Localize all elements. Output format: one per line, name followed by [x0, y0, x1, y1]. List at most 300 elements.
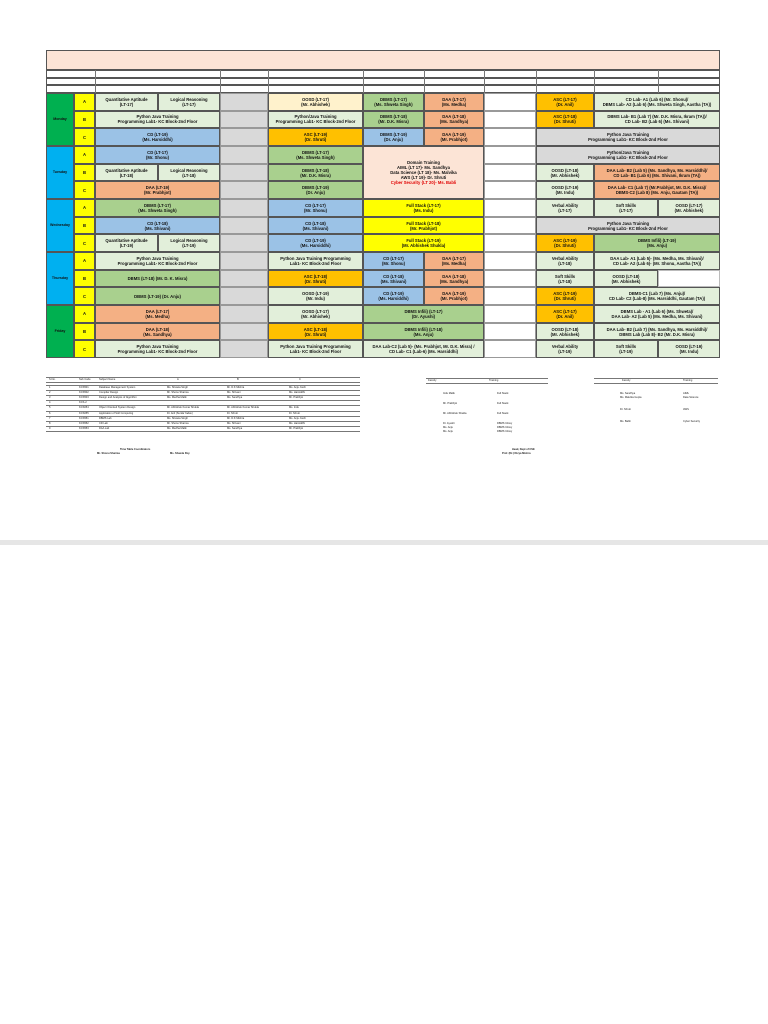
class-slot-line: Programming Lab1- KC Block-2nd Floor [588, 154, 668, 160]
class-slot [594, 287, 720, 305]
class-slot-line: (Mr. D.K. Misra) [378, 119, 409, 125]
section-label: C [74, 181, 95, 199]
class-slot [594, 181, 720, 199]
class-slot [536, 217, 720, 235]
subject-table-header: Subject Name [99, 378, 116, 381]
lunch-gap [220, 164, 268, 182]
class-slot-line: (Mr. Prabhjot) [144, 190, 171, 196]
class-slot-line: (LT-19) [619, 349, 633, 355]
class-slot [594, 93, 720, 111]
class-slot-line: CD (LT-19) [147, 132, 168, 138]
training-table-cell: Mr. Abhishek Shukla [443, 412, 467, 415]
section-label: A [74, 252, 95, 270]
class-slot-line: DBMS-C2 (Lab 8) (Ms. Anju, Gautam (TA)) [615, 190, 699, 196]
class-slot [536, 340, 594, 358]
class-slot-line: Logical Reasoning [170, 167, 208, 173]
class-slot-line: (Ms. Sandhya) [143, 331, 172, 337]
class-slot [594, 270, 658, 288]
class-slot-line: ASC (LT-19) [553, 291, 577, 297]
break-gap [484, 252, 536, 270]
class-slot [95, 252, 220, 270]
lunch-gap [220, 199, 268, 217]
subject-table-cell: Application of Soft Computing [99, 411, 134, 415]
domain-table-cell: Ms. Babli [620, 420, 631, 423]
class-slot-line: DBMS Lab - A1 (Lab 6) (Ms. Shweta)/ [620, 308, 694, 314]
domain-table-cell: Ms. Malvika Gupta [620, 396, 642, 399]
class-slot-line: DBMS (LT-17) [380, 96, 407, 102]
class-slot-line: Verbal Ability [551, 255, 579, 261]
class-slot [268, 181, 363, 199]
header-divider [658, 85, 659, 93]
domain-table-cell: Cyber Security [683, 420, 701, 423]
domain-table-cell: Dr. Shruti [620, 408, 631, 411]
class-slot [594, 305, 720, 323]
class-slot-line: Programming Lab1- KC Block-2nd Floor [117, 119, 198, 125]
section-label: A [74, 93, 95, 111]
header-divider [220, 78, 221, 85]
class-slot [658, 199, 720, 217]
break-gap [484, 181, 536, 199]
subject-table-cell: KCS054 [79, 406, 89, 410]
class-slot-line: Verbal Ability [551, 344, 579, 350]
header-divider [484, 70, 485, 78]
hod-name: Prof. (Dr.) Divya Mishra [502, 452, 531, 455]
training-table-cell: Ms. Anju [443, 426, 453, 429]
subject-table-cell: Mr. D.K Mishra [227, 386, 245, 389]
subject-table-cell: 8 [49, 421, 51, 425]
header-divider [536, 85, 537, 93]
subject-table-cell: Ms. Medha Malik [167, 426, 187, 430]
subject-table-cell: Design and Analysis of Algorithm [99, 396, 137, 400]
coordinators-title: Time Table Coordinators [120, 448, 151, 451]
class-slot-line: OOSD (LT-18) [551, 326, 579, 332]
class-slot-line: DBMS Infili) (LT-19) [637, 238, 677, 244]
header-divider [484, 85, 485, 93]
class-slot-line: Domain Training [407, 160, 440, 165]
subject-table-cell: Mr. Abhishek Kumar Shukla [167, 406, 199, 410]
header-divider [594, 78, 595, 85]
subject-table-cell: 4 [49, 401, 51, 405]
class-slot-line: Python Java Training [606, 132, 650, 138]
class-slot [536, 146, 720, 164]
class-slot-line: OOSD (LT-17) [675, 202, 703, 208]
subject-table-cell: 1 [49, 386, 51, 389]
lunch-gap [220, 270, 268, 288]
class-slot-line: (Ms. Shweta Singh) [374, 101, 413, 107]
class-slot [268, 111, 363, 129]
class-slot [95, 217, 220, 235]
class-slot [95, 234, 158, 252]
lunch-gap [220, 234, 268, 252]
class-slot [536, 305, 594, 323]
class-slot-line: (Mr. Indu) [555, 190, 575, 196]
subject-table-cell: Ms. Anju Joshi [289, 386, 306, 389]
class-slot [363, 270, 424, 288]
class-slot-line: DAA (LT-19) [442, 132, 466, 138]
section-label: C [74, 234, 95, 252]
class-slot-line: (LT-19) [182, 243, 196, 249]
class-slot-line: Full Stack (LT-17) [406, 202, 441, 208]
subject-table-cell: Mr. Prabhjot [289, 396, 303, 400]
class-slot-line: (Mr. Abhishek) [550, 331, 580, 337]
class-slot-line: (Ms. Anju) [646, 243, 668, 249]
class-slot-line: (LT-17) [619, 207, 633, 213]
class-slot-line: Quantitative Aptitude [105, 238, 148, 244]
class-slot-line: (Mr. Shonu) [303, 207, 328, 213]
subject-table-rule [46, 431, 360, 432]
break-gap [484, 128, 536, 146]
header-divider [484, 78, 485, 85]
class-slot-line: ASC (LT-17) [553, 96, 577, 102]
class-slot-line: DAA Lab- B2 (Lab 7) (Ms. Sandhya, Ms. Harsiddhi)/ [606, 326, 708, 332]
class-slot [95, 305, 220, 323]
subject-table-rule [46, 395, 360, 396]
class-slot [268, 340, 363, 358]
class-slot [363, 93, 424, 111]
break-gap [484, 146, 536, 164]
training-table-rule [426, 378, 548, 379]
subject-table-cell: Ms. Shweta Singh [167, 416, 188, 420]
training-table-cell: Full Stack [497, 402, 509, 405]
break-gap [484, 111, 536, 129]
class-slot-line: (Ms. Sandhya) [439, 278, 469, 284]
class-slot-line: CD (LT-19) [305, 238, 326, 244]
subject-table-cell: KCS553 [79, 426, 89, 430]
class-slot-line: CD (LT-17) [305, 202, 326, 208]
class-slot-line: Logical Reasoning [170, 238, 208, 244]
subject-table-rule [46, 377, 360, 378]
class-slot-line: DBMS Lab- A2 (Lab 6) (Ms. Shweta Singh, Aastha (TA)) [602, 101, 712, 107]
class-slot-line: ASC (LT-18) [303, 273, 328, 279]
class-slot [268, 234, 363, 252]
class-slot [536, 181, 594, 199]
class-slot-line: (Mr. Abhishek) [550, 172, 580, 178]
class-slot-line: DBMS (LT-18) [380, 114, 407, 120]
header-divider [268, 70, 269, 78]
header-divider [424, 70, 425, 78]
training-table-cell: Dr. Ayushi [443, 422, 455, 425]
class-slot-line: CD (LT-17) [383, 255, 404, 261]
domain-table-cell: AWS [683, 408, 689, 411]
class-slot [594, 164, 720, 182]
header-divider [424, 85, 425, 93]
class-slot [95, 111, 220, 129]
class-slot [268, 305, 363, 323]
subject-table-cell: Mr. Shonu Sharma [167, 391, 189, 395]
class-slot-line: (Ms. Medha) [441, 260, 467, 266]
header-divider [363, 78, 364, 85]
class-slot-line: (LT-18) [182, 172, 196, 178]
class-slot-line: DAA Lab- C1 (Lab 7) (Mr.Prabhjot, Mr. D.K. Misra)/ [607, 185, 707, 191]
class-slot [95, 93, 158, 111]
subject-table-cell: Ms. Shivani [227, 391, 241, 395]
section-label: A [74, 146, 95, 164]
header-strip [46, 78, 720, 85]
class-slot [363, 128, 424, 146]
class-slot-line: CD (LT-18) [147, 220, 168, 226]
subject-table-cell: Mr. Abhishek Kumar Shukla [227, 406, 259, 410]
subject-table-rule [46, 400, 360, 401]
subject-table-cell: 6 [49, 411, 51, 415]
class-slot [363, 146, 484, 199]
subject-table-cell: Dr. Anil (Sunila Yadav) [167, 411, 193, 415]
subject-table-cell: Mr. D.K Mishra [227, 416, 245, 420]
class-slot-line: OOSD (LT-19) [302, 291, 329, 297]
class-slot-line: Soft Skills [615, 344, 637, 350]
class-slot [363, 305, 484, 323]
subject-table-rule [46, 385, 360, 386]
class-slot-line: DAA (LT-19) [145, 185, 170, 191]
class-slot [536, 111, 594, 129]
header-divider [363, 70, 364, 78]
class-slot-line: (Mr. Shonu) [145, 154, 170, 160]
class-slot [268, 146, 363, 164]
subject-table-cell: KCS503 [79, 396, 89, 400]
day-label: Wednesday [46, 199, 74, 252]
class-slot-line: Full Stack (LT-19) [406, 238, 441, 244]
lunch-gap [220, 146, 268, 164]
class-slot-line: DAA Lab- A1 (Lab 5)- (Ms. Medha, Ms. Shivani)/ [610, 255, 704, 261]
training-table-rule [426, 383, 548, 384]
class-slot-line: Logical Reasoning [170, 96, 208, 102]
class-slot-line: CD Lab- B2 (Lab 6) (Ms. Shivani) [624, 119, 690, 125]
subject-table-rule [46, 405, 360, 406]
header-divider [536, 78, 537, 85]
class-slot-line: Data Science (LT 18)- Ms. Malvika [390, 170, 457, 175]
class-slot-line: Programming Lab1- KC Block-2nd Floor [117, 349, 198, 355]
subject-table-cell: Dr. Shruti [227, 411, 238, 415]
class-slot [268, 217, 363, 235]
class-slot [363, 252, 424, 270]
break-gap [484, 217, 536, 235]
empty-slot [658, 270, 720, 288]
class-slot-line: DAA Lab- A2 (Lab 5) (Ms. Medha, Ms. Shivani) [611, 313, 703, 319]
class-slot-line: DBMS-C1 (Lab 7) (Ms. Anju)/ [628, 291, 686, 297]
lunch-gap [220, 323, 268, 341]
class-slot-line: CD Lab- B1 (Lab 6) (Ms. Shivani, Ikram (TA)) [613, 172, 701, 178]
subject-table-cell: Mr. Prabhjot [289, 426, 303, 430]
class-slot-line: DBMS Infili) (LT-17) [404, 308, 443, 314]
lunch-gap [220, 340, 268, 358]
class-slot-line: DBMS (LT-19) [302, 185, 329, 191]
class-slot-line: DBMS (LT-18) [302, 167, 329, 173]
class-slot-line: AIML (LT 17)- Ms. Sandhya [397, 165, 450, 170]
day-label: Monday [46, 93, 74, 146]
class-slot [363, 340, 484, 358]
class-slot [594, 111, 720, 129]
header-divider [658, 70, 659, 78]
subject-table-cell: Ms. Sandhya [227, 426, 243, 430]
subject-table-cell: KCS502 [79, 391, 89, 395]
class-slot [594, 234, 720, 252]
class-slot-line: CD (LT-18) [305, 220, 326, 226]
class-slot-line: (Dr. Anil) [556, 313, 574, 319]
class-slot-line: Quantitative Aptitude [105, 167, 148, 173]
class-slot-line: Python Java Training [136, 255, 179, 261]
day-label: Thursday [46, 252, 74, 305]
class-slot-line: (Dr. Anju) [306, 190, 325, 196]
subject-table-cell: 9 [49, 426, 51, 430]
class-slot [536, 93, 594, 111]
class-slot [536, 287, 594, 305]
class-slot-line: DAA (LT-18) [442, 114, 466, 120]
class-slot-line: CD Lab- C1 (Lab-6) (Ms. Harsiddhi) [388, 349, 459, 355]
class-slot-line: (LT-17) [119, 101, 134, 107]
section-label: B [74, 217, 95, 235]
class-slot-line: Lab1- KC Block-2nd Floor [289, 260, 342, 266]
break-gap [484, 340, 536, 358]
class-slot-line: ASC (LT-17) [553, 308, 577, 314]
class-slot-line: (LT-17) [182, 101, 196, 107]
subject-table-cell: KCS-2 [79, 401, 87, 405]
break-gap [484, 234, 536, 252]
domain-table-header: Faculty [622, 379, 631, 382]
class-slot [424, 252, 484, 270]
class-slot-line: Programming Lab1- KC Block-2nd Floor [275, 119, 356, 125]
header-divider [95, 78, 96, 85]
subject-table-cell: KCS501 [79, 386, 89, 389]
header-divider [594, 70, 595, 78]
section-label: C [74, 128, 95, 146]
subject-table-cell: CD Lab [99, 421, 108, 425]
class-slot-line: Programming Lab1- KC Block-2nd Floor [588, 225, 668, 231]
subject-table-header: S.No. [49, 378, 56, 381]
class-slot-line: (LT-17) [558, 207, 572, 213]
lunch-gap [220, 252, 268, 270]
class-slot [158, 234, 220, 252]
class-slot [363, 199, 484, 217]
subject-table-cell: Ms. Shweta Singh [167, 386, 188, 389]
class-slot [424, 111, 484, 129]
class-slot [363, 111, 424, 129]
class-slot [95, 181, 220, 199]
coordinator-name: Mr. Shonu Sharma [97, 452, 120, 455]
subject-table-cell: Compiler Design [99, 391, 119, 395]
subject-table-cell: DBMS Lab [99, 416, 112, 420]
coordinator-name: Ms. Shweta Roy [170, 452, 190, 455]
class-slot-line: (Mr. Abhishek) [674, 207, 704, 213]
lunch-gap [220, 93, 268, 111]
class-slot-line: (Dr. Shruti) [554, 243, 576, 249]
class-slot-line: CD Lab- A2 (Lab 6)- (Mr. Shonu, Aastha (TA)) [612, 260, 702, 266]
class-slot-line: (Ms. Shweta Singh) [296, 154, 335, 160]
class-slot [95, 270, 220, 288]
subject-table-rule [46, 416, 360, 417]
class-slot [268, 287, 363, 305]
class-slot-line: OOSD (LT-17) [302, 96, 329, 102]
class-slot-line: Python/Java Training [294, 114, 337, 120]
domain-table-cell: Ms. Sandhya [620, 392, 636, 395]
class-slot-line: (Ms. Harsiddhi) [378, 296, 409, 302]
class-slot-line: (Mr. Indu) [679, 349, 699, 355]
class-slot-line: OOSD (LT-18) [551, 167, 579, 173]
section-label: B [74, 323, 95, 341]
break-gap [484, 199, 536, 217]
class-slot-line: (Ms. Anju) [413, 331, 434, 337]
class-slot-line: (Ms. Medha) [145, 313, 170, 319]
subject-table-cell: 5 [49, 406, 51, 410]
class-slot-line: (Mr. Prabhjot) [440, 296, 468, 302]
break-gap [484, 323, 536, 341]
section-label: C [74, 340, 95, 358]
class-slot-line: OOSD (LT-19) [551, 185, 579, 191]
subject-table-cell: Database Management System [99, 386, 136, 389]
class-slot-line: (Ms. Medha) [441, 101, 467, 107]
page-gap-band [0, 540, 768, 545]
class-slot-line: CD (LT-19) [383, 291, 404, 297]
subject-table-cell: Ms. Harsiddhi [289, 421, 305, 425]
domain-table-cell: AIML [683, 392, 690, 395]
class-slot-line: Lab1- KC Block-2nd Floor [289, 349, 342, 355]
subject-table-cell: Ms. Medha Malik [167, 396, 187, 400]
class-slot [158, 164, 220, 182]
subject-table-cell: Ms. Indu [289, 406, 299, 410]
header-divider [658, 78, 659, 85]
class-slot [95, 340, 220, 358]
class-slot-line: (Ms. Harsiddhi) [142, 137, 173, 143]
day-label: Tuesday [46, 146, 74, 199]
class-slot [95, 287, 220, 305]
lunch-gap [220, 111, 268, 129]
class-slot [424, 93, 484, 111]
subject-table-header: C [299, 378, 301, 381]
training-table-cell: Full Stack [497, 412, 509, 415]
class-slot-line: Soft Skills [615, 202, 637, 208]
class-slot-line: (Mr. Abhishek Shukla) [401, 243, 446, 249]
header-divider [268, 85, 269, 93]
section-label: C [74, 287, 95, 305]
class-slot [536, 234, 594, 252]
header-divider [594, 85, 595, 93]
class-slot-line: (LT-18) [558, 260, 572, 266]
header-divider [536, 70, 537, 78]
class-slot-line: (LT-18) [558, 278, 572, 284]
class-slot-line: (Mr. Abhishek) [611, 278, 641, 284]
header-divider [268, 78, 269, 85]
break-gap [484, 164, 536, 182]
training-table-cell: Full Stack [497, 392, 509, 395]
class-slot [268, 199, 363, 217]
training-table-cell: DBMS Infosy [497, 422, 513, 425]
class-slot-line: (Dr. Shruti) [304, 137, 327, 143]
subject-table-cell: Ms. Shivani [227, 421, 241, 425]
class-slot [536, 252, 594, 270]
class-slot-line: DAA Lab-C2 (Lab 5)- (Ms. Prabhjot, Mr. D.K. Misra) / [372, 344, 475, 350]
subject-table-rule [46, 426, 360, 427]
class-slot-line: DBMS Lab (Lab 8)- B2 (Mr. D.K. Misra) [619, 331, 695, 337]
class-slot [536, 270, 594, 288]
class-slot-line: (Ms. Shivani) [380, 278, 407, 284]
class-slot [536, 164, 594, 182]
section-label: B [74, 111, 95, 129]
subject-table-rule [46, 390, 360, 391]
class-slot [594, 199, 658, 217]
class-slot [536, 199, 594, 217]
subject-table-cell: 3 [49, 396, 51, 400]
class-slot-line: Full Stack (LT-18) [406, 220, 441, 226]
section-label: B [74, 270, 95, 288]
class-slot-line: AWS (LT 19)- Dr. Shruti [400, 175, 447, 180]
subject-table-header: Sub Code [79, 378, 91, 381]
class-slot [158, 93, 220, 111]
header-divider [424, 78, 425, 85]
training-table-header: Faculty [428, 379, 437, 382]
class-slot [95, 323, 220, 341]
training-table-cell: Mr. Prabhjot [443, 402, 457, 405]
subject-table-header: A [177, 378, 179, 381]
subject-table-cell: Ms. Sandhya [227, 396, 243, 400]
domain-table-rule [594, 383, 718, 384]
